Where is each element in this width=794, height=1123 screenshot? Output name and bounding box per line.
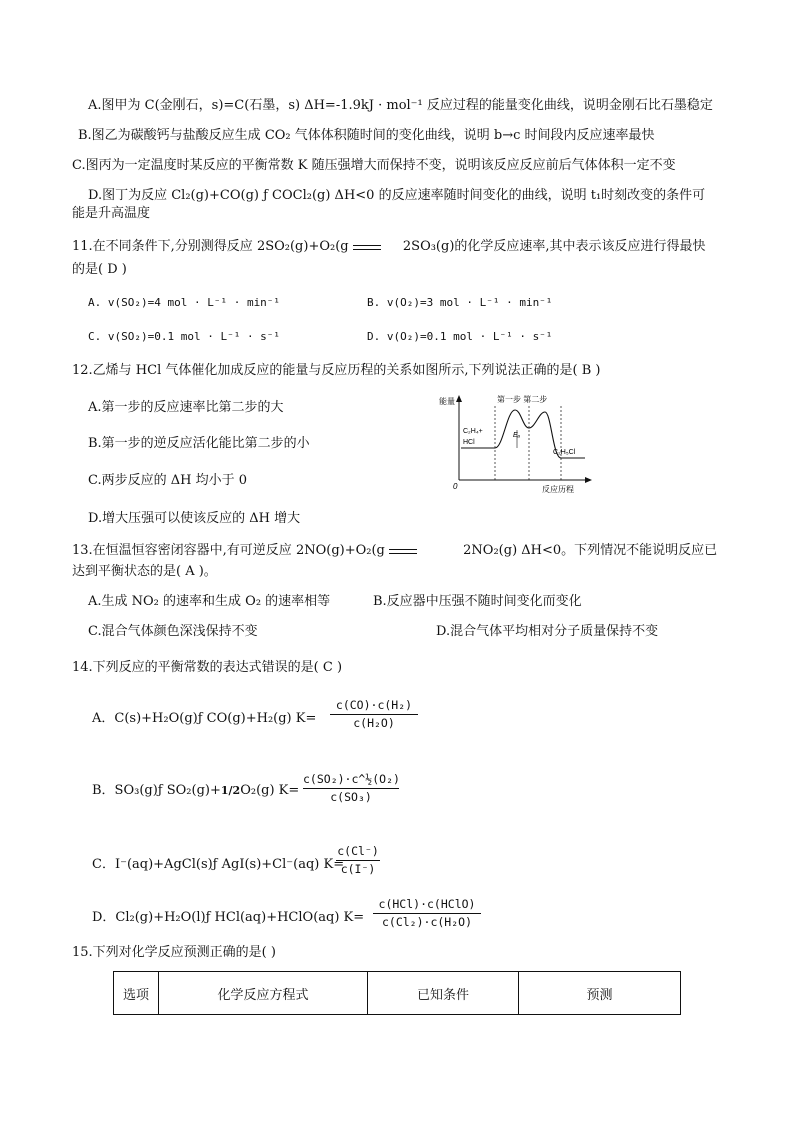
q14-option-a-equation: A．C(s)+H₂O(g)ƒ CO(g)+H₂(g) K= (92, 711, 317, 726)
y-axis-arrow-icon (456, 395, 462, 402)
fraction-denominator: c(Cl₂)·c(H₂O) (381, 915, 472, 929)
fraction-denominator: c(SO₃) (330, 790, 372, 804)
q13-option-b: B.反应器中压强不随时间变化而变化 (373, 594, 582, 609)
equilibrium-arrow-icon (353, 242, 381, 252)
q14-option-b-fraction (303, 772, 399, 805)
q14-option-b-part2: O₂(g) K= (240, 783, 300, 798)
q13-stem-line2: 达到平衡状态的是( A )。 (72, 564, 217, 579)
q11-option-a: A. v(SO₂)=4 mol · L⁻¹ · min⁻¹ (88, 296, 281, 309)
fraction-bar (336, 860, 380, 861)
q12-option-d: D.增大压强可以使该反应的 ΔH 增大 (88, 511, 301, 526)
q14-option-d-equation: D．Cl₂(g)+H₂O(l)ƒ HCl(aq)+HClO(aq) K= (92, 910, 365, 925)
fraction-bar (373, 913, 481, 914)
q14-option-c-fraction (336, 844, 380, 877)
activation-energy-label: Eₐ (513, 432, 521, 439)
q10-option-c: C.图丙为一定温度时某反应的平衡常数 K 随压强增大而保持不变，说明该反应反应前后气体体积一定不变 (72, 158, 676, 173)
table-header-cell: 预测 (519, 972, 681, 1015)
q10-option-b: B.图乙为碳酸钙与盐酸反应生成 CO₂ 气体体积随时间的变化曲线，说明 b→c 时间段内反应速率最快 (78, 128, 655, 143)
q14-stem: 14.下列反应的平衡常数的表达式错误的是( C ) (72, 660, 343, 675)
reactant-label-2: HCl (463, 439, 475, 446)
q13-stem-line1 (72, 542, 717, 560)
q13-option-c: C.混合气体颜色深浅保持不变 (88, 624, 258, 639)
q13-option-a: A.生成 NO₂ 的速率和生成 O₂ 的速率相等 (88, 594, 331, 609)
table-header-cell: 化学反应方程式 (159, 972, 368, 1015)
reactant-label-1: C₂H₄+ (463, 428, 483, 435)
step-label: 第一步 第二步 (497, 395, 548, 404)
q10-option-d-line1: D.图丁为反应 Cl₂(g)+CO(g) ƒ COCl₂(g) ΔH<0 的反应速率随时间变化的曲线，说明 t₁时刻改变的条件可 (88, 188, 706, 203)
origin-label: 0 (453, 482, 458, 491)
x-axis-label: 反应历程 (542, 485, 574, 494)
q14-option-b-part1: B．SO₃(g)ƒ SO₂(g)+ (92, 783, 221, 798)
q15-stem: 15.下列对化学反应预测正确的是( ) (72, 945, 276, 960)
product-label: C₂H₅Cl (553, 449, 576, 456)
q13-stem-part1: 13.在恒温恒容密闭容器中,有可逆反应 2NO(g)+O₂(g (72, 543, 385, 558)
fraction-numerator: c(SO₂)·c^½(O₂) (303, 772, 400, 786)
fraction-bar (330, 714, 418, 715)
fraction-numerator: c(CO)·c(H₂) (335, 698, 413, 712)
q13-stem-part2: 2NO₂(g) ΔH<0。下列情况不能说明反应已 (463, 543, 718, 558)
fraction-bar (303, 788, 399, 789)
q11-stem-part2: 2SO₃(g)的化学反应速率,其中表示该反应进行得最快 (402, 239, 706, 254)
q11-option-b: B. v(O₂)=3 mol · L⁻¹ · min⁻¹ (367, 296, 553, 309)
q15-table (113, 971, 681, 1015)
y-axis-label: 能量 (439, 397, 455, 406)
table-header-row (114, 972, 681, 1015)
q11-option-d: D. v(O₂)=0.1 mol · L⁻¹ · s⁻¹ (367, 330, 553, 343)
q10-option-a: A.图甲为 C(金刚石，s)=C(石墨，s) ΔH=-1.9kJ · mol⁻¹ 反应过程的能量变化曲线，说明金刚石比石墨稳定 (88, 98, 713, 113)
fraction-numerator: c(Cl⁻) (337, 844, 379, 858)
table-header-cell: 选项 (114, 972, 159, 1015)
fraction-numerator: c(HCl)·c(HClO) (378, 897, 476, 911)
q14-option-b-equation (92, 782, 299, 800)
q10-option-d-line2: 能是升高温度 (72, 206, 151, 221)
q12-option-b: B.第一步的逆反应活化能比第二步的小 (88, 436, 310, 451)
q11-stem-part1: 11.在不同条件下,分别测得反应 2SO₂(g)+O₂(g (72, 239, 349, 254)
q12-stem: 12.乙烯与 HCl 气体催化加成反应的能量与反应历程的关系如图所示,下列说法正确的是( B ) (72, 363, 601, 378)
fraction-denominator: c(H₂O) (353, 716, 395, 730)
table-header-cell: 已知条件 (368, 972, 519, 1015)
energy-profile-figure (437, 390, 597, 495)
q14-option-d-fraction (373, 897, 481, 930)
q14-option-a-fraction (330, 698, 418, 731)
q11-option-c: C. v(SO₂)=0.1 mol · L⁻¹ · s⁻¹ (88, 330, 281, 343)
q11-stem-line1 (72, 238, 706, 256)
fraction-denominator: c(I⁻) (340, 862, 376, 876)
q11-stem-line2: 的是( D ) (72, 262, 127, 277)
q12-option-a: A.第一步的反应速率比第二步的大 (88, 400, 284, 415)
one-half: 1/2 (220, 784, 241, 797)
q14-option-c-equation: C．I⁻(aq)+AgCl(s)ƒ AgI(s)+Cl⁻(aq) K= (92, 857, 345, 872)
x-axis-arrow-icon (585, 477, 592, 483)
equilibrium-arrow-icon (389, 546, 417, 556)
q13-option-d: D.混合气体平均相对分子质量保持不变 (436, 624, 659, 639)
q12-option-c: C.两步反应的 ΔH 均小于 0 (88, 473, 248, 488)
